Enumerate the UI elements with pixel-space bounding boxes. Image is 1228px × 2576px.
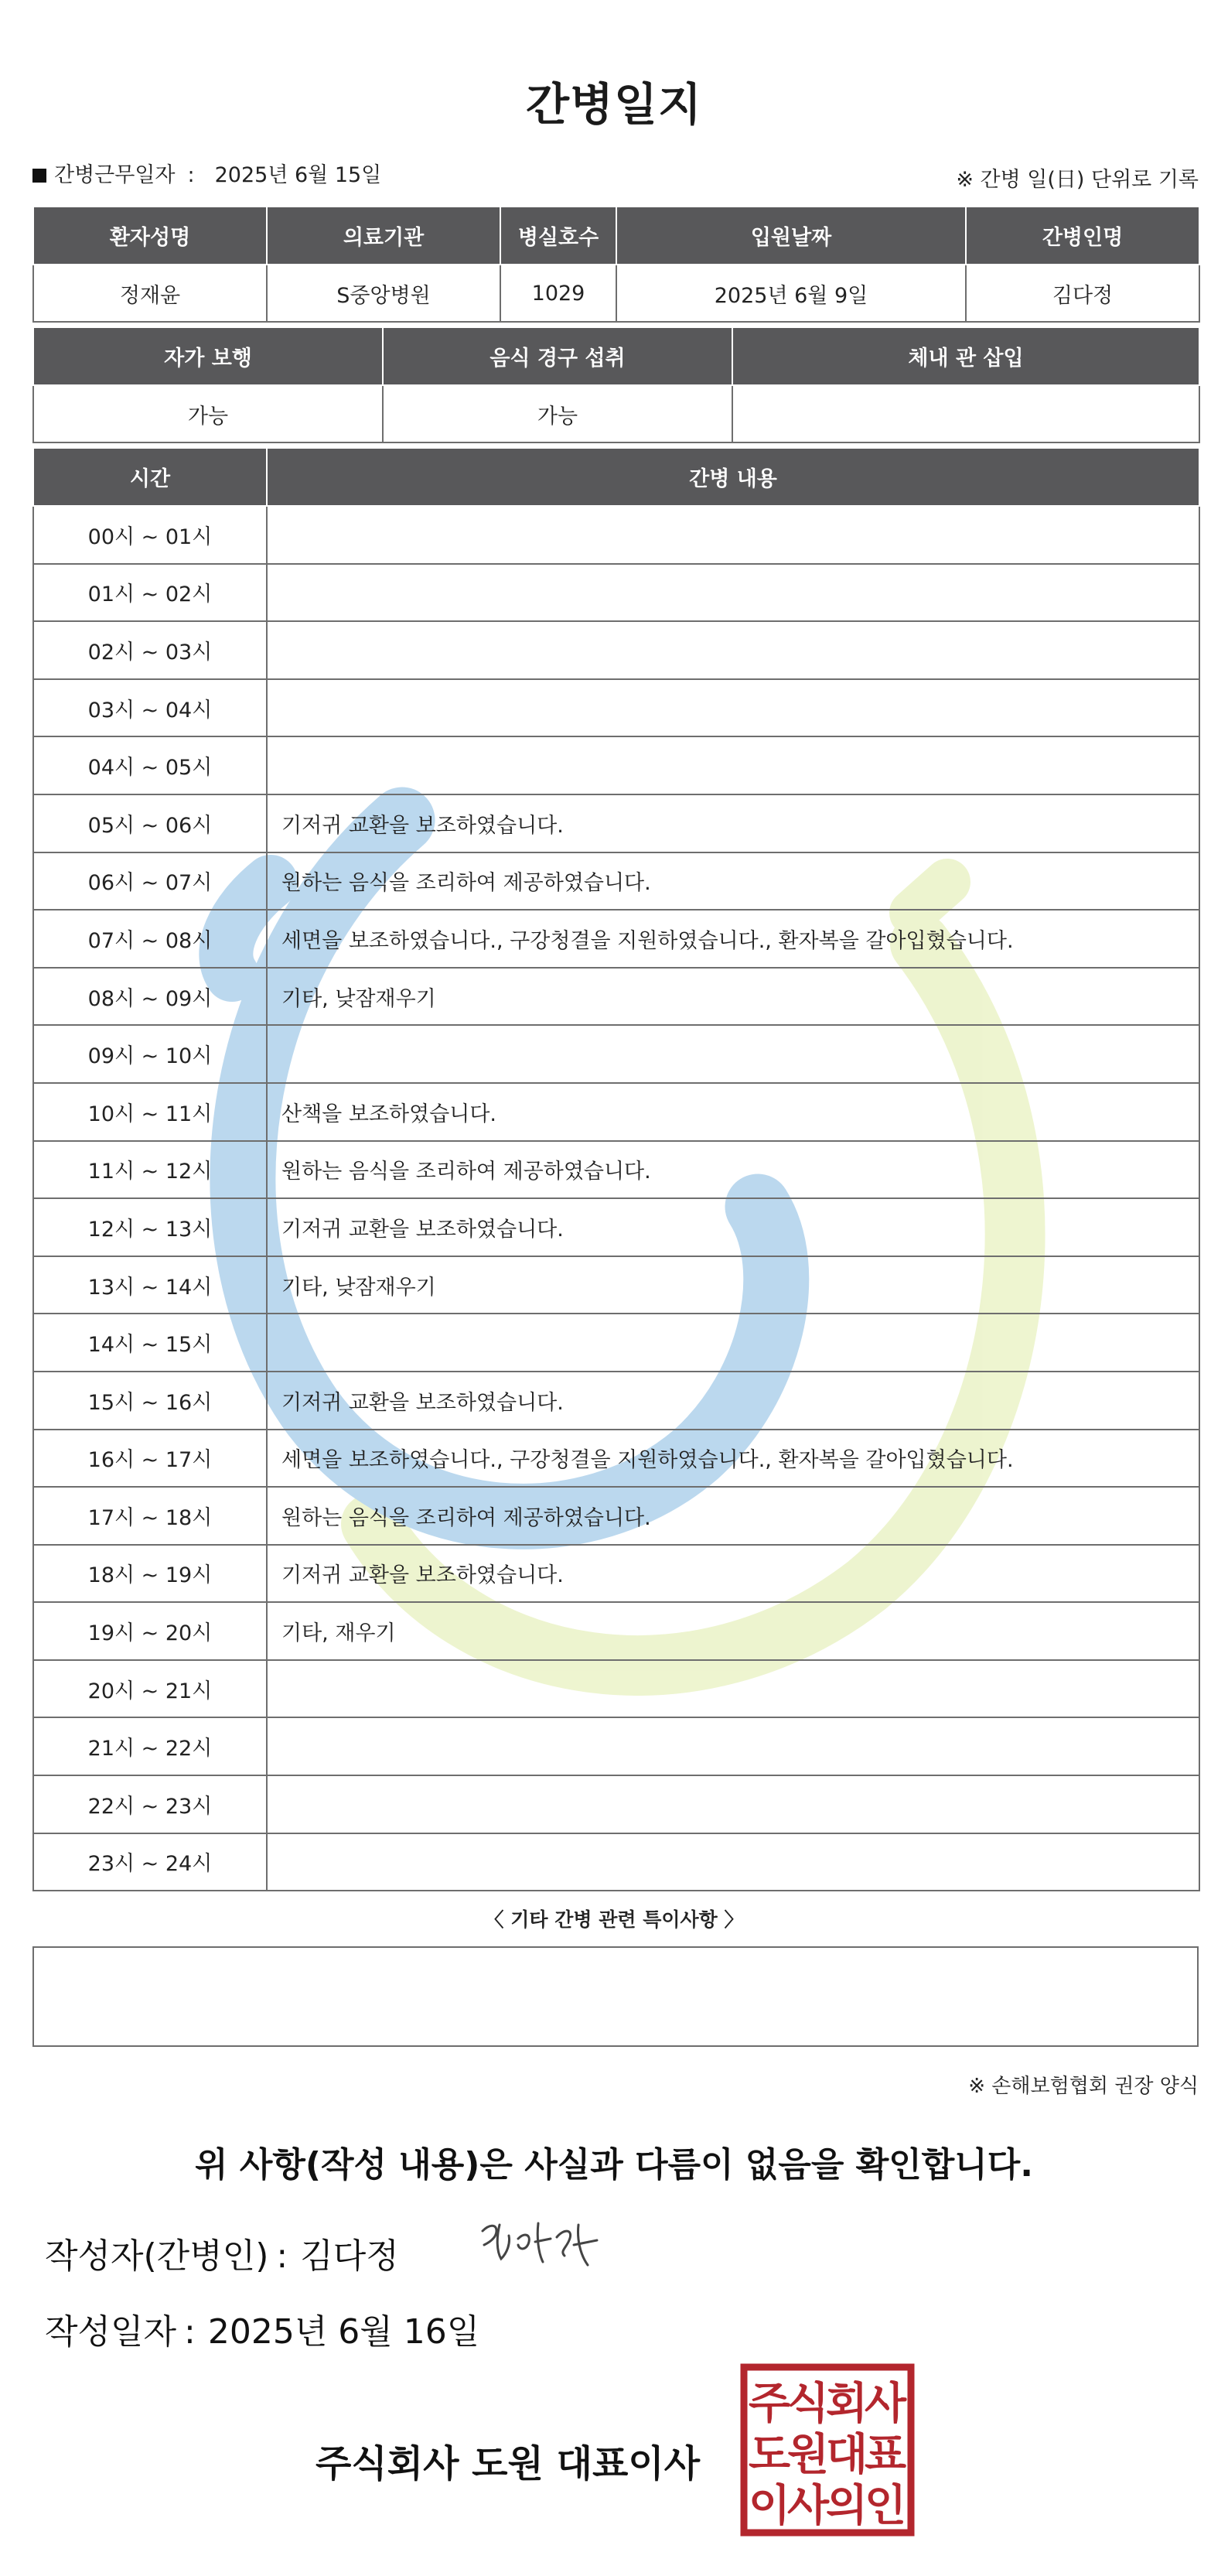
value-institution: S중앙병원 xyxy=(267,265,500,322)
care-content xyxy=(267,1833,1199,1891)
care-content: 산책을 보조하였습니다. xyxy=(267,1083,1199,1141)
time-slot: 23시 ~ 24시 xyxy=(33,1833,267,1891)
header-oral-intake: 음식 경구 섭취 xyxy=(383,328,732,385)
work-date-label: 간병근무일자 xyxy=(54,163,176,187)
time-slot: 22시 ~ 23시 xyxy=(33,1775,267,1833)
svg-text:도: 도 xyxy=(748,2430,791,2480)
care-log-row xyxy=(33,968,1199,1026)
header-admission-date: 입원날짜 xyxy=(616,207,966,265)
care-content xyxy=(267,1025,1199,1083)
care-log-table xyxy=(32,449,1200,1891)
special-notes-box xyxy=(32,1946,1199,2047)
patient-status-table xyxy=(32,328,1200,443)
care-content xyxy=(267,1717,1199,1775)
care-log-row xyxy=(33,1025,1199,1083)
time-slot: 12시 ~ 13시 xyxy=(33,1198,267,1256)
header-patient-name: 환자성명 xyxy=(33,207,267,265)
care-log-row xyxy=(33,794,1199,852)
time-slot: 16시 ~ 17시 xyxy=(33,1430,267,1488)
care-log-row xyxy=(33,1602,1199,1660)
company-representative: 주식회사 도원 대표이사 xyxy=(316,2442,701,2485)
care-content: 원하는 음식을 조리하여 제공하였습니다. xyxy=(267,852,1199,910)
svg-text:사: 사 xyxy=(864,2379,907,2429)
care-log-row xyxy=(33,1660,1199,1718)
care-content: 기저귀 교환을 보조하였습니다. xyxy=(267,1372,1199,1430)
writer-name: 김다정 xyxy=(300,2236,399,2276)
header-tube-insertion: 체내 관 삽입 xyxy=(732,328,1199,385)
time-slot: 15시 ~ 16시 xyxy=(33,1372,267,1430)
svg-text:인: 인 xyxy=(864,2481,907,2531)
care-content xyxy=(267,506,1199,564)
care-log-row xyxy=(33,1545,1199,1603)
written-date-label: 작성일자 xyxy=(45,2312,177,2352)
care-log-row xyxy=(33,1372,1199,1430)
svg-text:주: 주 xyxy=(748,2379,791,2429)
work-date-colon: : xyxy=(187,163,195,187)
care-content: 기저귀 교환을 보조하였습니다. xyxy=(267,1198,1199,1256)
care-log-row xyxy=(33,852,1199,910)
written-date-colon: : xyxy=(184,2312,196,2352)
value-tube-insertion xyxy=(732,385,1199,442)
time-slot: 02시 ~ 03시 xyxy=(33,621,267,679)
care-content: 기타, 낮잠재우기 xyxy=(267,1256,1199,1314)
care-log-row xyxy=(33,1487,1199,1545)
care-log-row xyxy=(33,1198,1199,1256)
care-log-row xyxy=(33,910,1199,968)
care-content xyxy=(267,1660,1199,1718)
square-bullet-icon xyxy=(32,169,46,183)
header-institution: 의료기관 xyxy=(267,207,500,265)
time-slot: 06시 ~ 07시 xyxy=(33,852,267,910)
record-unit-note: ※ 간병 일(日) 단위로 기록 xyxy=(956,168,1199,192)
work-date-line xyxy=(32,158,381,188)
time-slot: 13시 ~ 14시 xyxy=(33,1256,267,1314)
value-self-walking: 가능 xyxy=(33,385,383,442)
header-care-content: 간병 내용 xyxy=(267,449,1199,506)
header-self-walking: 자가 보행 xyxy=(33,328,383,385)
writer-colon: : xyxy=(276,2236,288,2276)
care-log-body xyxy=(33,506,1199,1891)
value-caregiver-name: 김다정 xyxy=(966,265,1199,322)
time-slot: 03시 ~ 04시 xyxy=(33,679,267,737)
care-log-row xyxy=(33,736,1199,794)
time-slot: 07시 ~ 08시 xyxy=(33,910,267,968)
svg-text:의: 의 xyxy=(825,2481,868,2531)
care-log-row xyxy=(33,1256,1199,1314)
time-slot: 14시 ~ 15시 xyxy=(33,1314,267,1372)
page-title: 간병일지 xyxy=(525,78,703,131)
time-slot: 09시 ~ 10시 xyxy=(33,1025,267,1083)
care-content xyxy=(267,679,1199,737)
care-log-row xyxy=(33,1430,1199,1488)
care-content: 기저귀 교환을 보조하였습니다. xyxy=(267,794,1199,852)
care-log-row xyxy=(33,1083,1199,1141)
time-slot: 08시 ~ 09시 xyxy=(33,968,267,1026)
care-content: 기타, 낮잠재우기 xyxy=(267,968,1199,1026)
care-content xyxy=(267,736,1199,794)
care-log-row xyxy=(33,1141,1199,1199)
company-seal-stamp xyxy=(739,2362,916,2537)
header-caregiver-name: 간병인명 xyxy=(966,207,1199,265)
care-content xyxy=(267,1775,1199,1833)
handwritten-signature xyxy=(473,2214,612,2276)
written-date-line xyxy=(45,2304,479,2353)
care-log-row xyxy=(33,1775,1199,1833)
care-log-row xyxy=(33,1314,1199,1372)
patient-status-value-row xyxy=(33,385,1199,442)
care-content: 원하는 음식을 조리하여 제공하였습니다. xyxy=(267,1487,1199,1545)
care-log-row xyxy=(33,1717,1199,1775)
care-log-row xyxy=(33,564,1199,622)
value-admission-date: 2025년 6월 9일 xyxy=(616,265,966,322)
patient-info-value-row xyxy=(33,265,1199,322)
svg-text:사: 사 xyxy=(786,2481,830,2531)
svg-text:회: 회 xyxy=(825,2379,868,2429)
header-time: 시간 xyxy=(33,449,267,506)
svg-text:식: 식 xyxy=(786,2379,830,2429)
form-source-note: ※ 손해보험협회 권장 양식 xyxy=(968,2075,1199,2098)
patient-info-table xyxy=(32,207,1200,323)
time-slot: 19시 ~ 20시 xyxy=(33,1602,267,1660)
care-content: 원하는 음식을 조리하여 제공하였습니다. xyxy=(267,1141,1199,1199)
value-oral-intake: 가능 xyxy=(383,385,732,442)
time-slot: 21시 ~ 22시 xyxy=(33,1717,267,1775)
confirmation-statement: 위 사항(작성 내용)은 사실과 다름이 없음을 확인합니다. xyxy=(195,2145,1033,2185)
svg-text:원: 원 xyxy=(786,2430,830,2480)
time-slot: 10시 ~ 11시 xyxy=(33,1083,267,1141)
care-content xyxy=(267,621,1199,679)
header-room-number: 병실호수 xyxy=(500,207,616,265)
time-slot: 04시 ~ 05시 xyxy=(33,736,267,794)
svg-text:대: 대 xyxy=(825,2430,868,2480)
writer-label: 작성자(간병인) xyxy=(45,2236,269,2276)
care-log-header-row xyxy=(33,449,1199,506)
writer-line xyxy=(45,2228,399,2277)
value-room-number: 1029 xyxy=(500,265,616,322)
value-patient-name: 정재윤 xyxy=(33,265,267,322)
written-date-value: 2025년 6월 16일 xyxy=(207,2312,480,2352)
patient-status-header-row xyxy=(33,328,1199,385)
svg-text:표: 표 xyxy=(864,2430,907,2480)
care-log-row xyxy=(33,1833,1199,1891)
time-slot: 05시 ~ 06시 xyxy=(33,794,267,852)
special-notes-title: 〈 기타 간병 관련 특이사항 〉 xyxy=(484,1908,744,1931)
work-date-value: 2025년 6월 15일 xyxy=(214,163,382,187)
care-log-row xyxy=(33,506,1199,564)
time-slot: 20시 ~ 21시 xyxy=(33,1660,267,1718)
care-log-row xyxy=(33,621,1199,679)
care-content: 세면을 보조하였습니다., 구강청결을 지원하였습니다., 환자복을 갈아입혔습니다. xyxy=(267,910,1199,968)
patient-info-header-row xyxy=(33,207,1199,265)
time-slot: 17시 ~ 18시 xyxy=(33,1487,267,1545)
time-slot: 01시 ~ 02시 xyxy=(33,564,267,622)
care-content: 기타, 재우기 xyxy=(267,1602,1199,1660)
care-content xyxy=(267,564,1199,622)
care-content: 세면을 보조하였습니다., 구강청결을 지원하였습니다., 환자복을 갈아입혔습니다. xyxy=(267,1430,1199,1488)
svg-text:이: 이 xyxy=(748,2481,791,2531)
care-content xyxy=(267,1314,1199,1372)
time-slot: 00시 ~ 01시 xyxy=(33,506,267,564)
time-slot: 18시 ~ 19시 xyxy=(33,1545,267,1603)
time-slot: 11시 ~ 12시 xyxy=(33,1141,267,1199)
care-log-row xyxy=(33,679,1199,737)
care-content: 기저귀 교환을 보조하였습니다. xyxy=(267,1545,1199,1603)
